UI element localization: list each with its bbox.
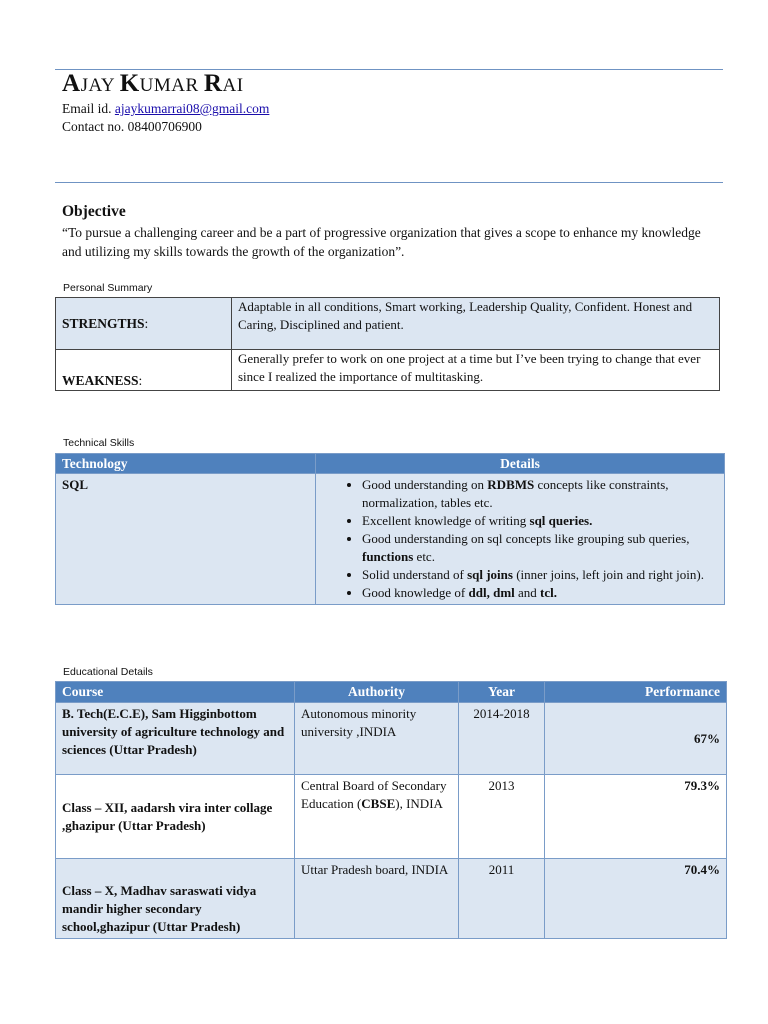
table-header-row	[56, 454, 725, 474]
table-row	[56, 474, 725, 605]
objective-text: “To pursue a challenging career and be a part of progressive organization that gives a scope to enhance my knowledge and utilizing my skills towards the growth of the organization”.	[62, 225, 701, 259]
contact-line: Contact no. 08400706900	[62, 119, 202, 134]
technical-skills-heading: Technical Skills	[63, 437, 135, 449]
table-row	[56, 703, 727, 775]
column-header: Performance	[545, 682, 727, 703]
list-item: • Good understanding on RDBMS concepts like constraints, normalization, tables etc.	[362, 476, 718, 512]
technology-cell: SQL	[56, 474, 316, 605]
performance-cell: 70.4%	[545, 859, 727, 939]
column-header: Course	[56, 682, 295, 703]
table-row	[56, 775, 727, 859]
details-cell	[316, 474, 725, 605]
performance-cell: 67%	[545, 703, 727, 775]
personal-summary-heading: Personal Summary	[63, 282, 153, 294]
list-item: • Good knowledge of ddl, dml and tcl.	[362, 584, 718, 602]
table-row	[56, 298, 720, 350]
personal-summary-table	[55, 297, 720, 391]
year-cell: 2011	[459, 859, 545, 939]
year-cell: 2013	[459, 775, 545, 859]
section-rule	[55, 182, 723, 183]
authority-cell: Central Board of Secondary Education (CBSE), INDIA	[295, 775, 459, 859]
summary-key: STRENGTHS:	[56, 298, 232, 350]
education-table	[55, 681, 727, 939]
technical-skills-table	[55, 453, 725, 605]
list-item: • Excellent knowledge of writing sql queries.	[362, 512, 718, 530]
summary-value: Adaptable in all conditions, Smart working, Leadership Quality, Confident. Honest and Caring, Disciplined and patient.	[232, 298, 720, 350]
table-row	[56, 350, 720, 391]
year-cell: 2014-2018	[459, 703, 545, 775]
summary-value: Generally prefer to work on one project at a time but I’ve been trying to change that ever since I realized the importance of multitasking.	[232, 350, 720, 391]
course-cell: Class – XII, aadarsh vira inter collage ,ghazipur (Uttar Pradesh)	[56, 775, 295, 859]
column-header: Technology	[56, 454, 316, 474]
column-header: Year	[459, 682, 545, 703]
candidate-name: AJAY KUMAR RAI	[62, 70, 244, 97]
authority-cell: Uttar Pradesh board, INDIA	[295, 859, 459, 939]
table-header-row	[56, 682, 727, 703]
email-link[interactable]: ajaykumarrai08@gmail.com	[114, 101, 270, 116]
educational-details-heading: Educational Details	[63, 666, 153, 678]
objective-heading: Objective	[62, 203, 126, 220]
table-row	[56, 859, 727, 939]
course-cell: B. Tech(E.C.E), Sam Higginbottom university of agriculture technology and sciences (Uttar Pradesh)	[56, 703, 295, 775]
performance-cell: 79.3%	[545, 775, 727, 859]
summary-key: WEAKNESS:	[56, 350, 232, 391]
course-cell: Class – X, Madhav saraswati vidya mandir higher secondary school,ghazipur (Uttar Pradesh)	[56, 859, 295, 939]
email-line: Email id. ajaykumarrai08@gmail.com	[62, 101, 270, 116]
list-item: • Good understanding on sql concepts like grouping sub queries, functions etc.	[362, 530, 718, 566]
list-item: • Solid understand of sql joins (inner joins, left join and right join).	[362, 566, 718, 584]
column-header: Details	[316, 454, 725, 474]
column-header: Authority	[295, 682, 459, 703]
authority-cell: Autonomous minority university ,INDIA	[295, 703, 459, 775]
